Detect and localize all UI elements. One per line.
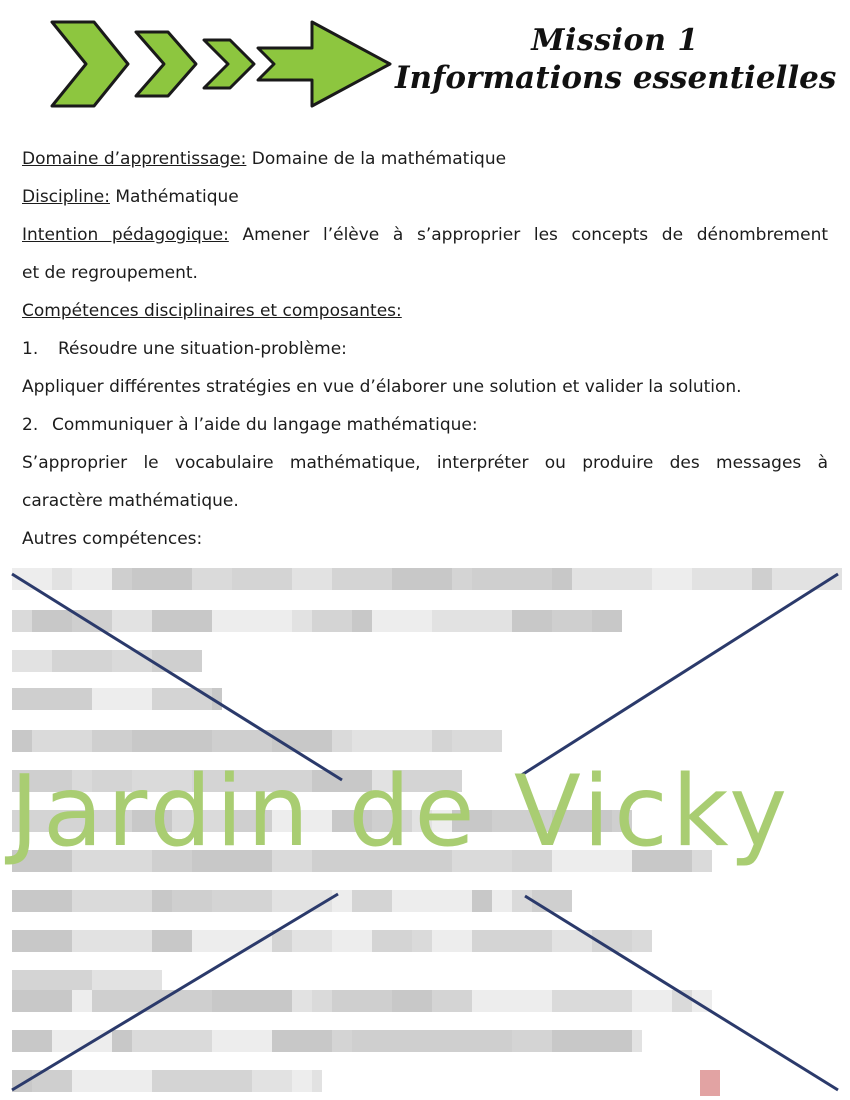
competence-2-description-2: caractère mathématique. — [22, 491, 239, 511]
chevron-3 — [204, 40, 254, 88]
competence-1-title-line — [22, 330, 828, 368]
competences-line — [22, 292, 828, 330]
chevron-2 — [136, 32, 196, 96]
cross-line-1b — [525, 896, 838, 1090]
discipline-line — [22, 178, 828, 216]
intention-label: Intention pédagogique: — [22, 225, 229, 245]
domaine-line — [22, 140, 828, 178]
mission-subtitle: Informations essentielles — [395, 60, 837, 96]
autres-competences-label: Autres compétences: — [22, 529, 203, 549]
arrows-logo — [50, 14, 395, 114]
competence-2-number: 2. — [22, 415, 39, 435]
mission-title: Mission 1 — [531, 23, 699, 58]
watermark-text: Jardin de Vicky — [10, 755, 792, 869]
domaine-label: Domaine d’apprentissage: — [22, 149, 247, 169]
discipline-label: Discipline: — [22, 187, 110, 207]
competence-2-title-line — [22, 406, 828, 444]
cross-line-2a — [520, 574, 838, 776]
cross-line-1a — [12, 574, 342, 780]
intention-line-2: et de regroupement. — [22, 263, 198, 283]
autres-competences-line — [22, 520, 828, 558]
domaine-value: Domaine de la mathématique — [251, 149, 507, 169]
cross-line-2b — [12, 894, 338, 1090]
competence-1-title: Résoudre une situation-problème: — [58, 339, 347, 359]
discipline-value: Mathématique — [115, 187, 239, 207]
chevron-1 — [52, 22, 128, 106]
arrow-right — [258, 22, 390, 106]
competences-label: Compétences disciplinaires et composantes: — [22, 301, 402, 321]
competence-1-description: Appliquer différentes stratégies en vue d’élaborer une solution et valider la solution. — [22, 377, 742, 397]
competence-2-title: Communiquer à l’aide du langage mathématique: — [52, 415, 478, 435]
title-block — [395, 24, 835, 98]
watermark-cross — [0, 558, 850, 1100]
document-body — [22, 140, 828, 558]
intention-value: Amener l’élève à s’approprier les concepts de dénombrement — [242, 225, 829, 245]
intention-line — [22, 216, 828, 254]
competence-2-description-1: S’approprier le vocabulaire mathématique, interpréter ou produire des messages à — [22, 453, 828, 473]
competence-1-number: 1. — [22, 339, 39, 359]
